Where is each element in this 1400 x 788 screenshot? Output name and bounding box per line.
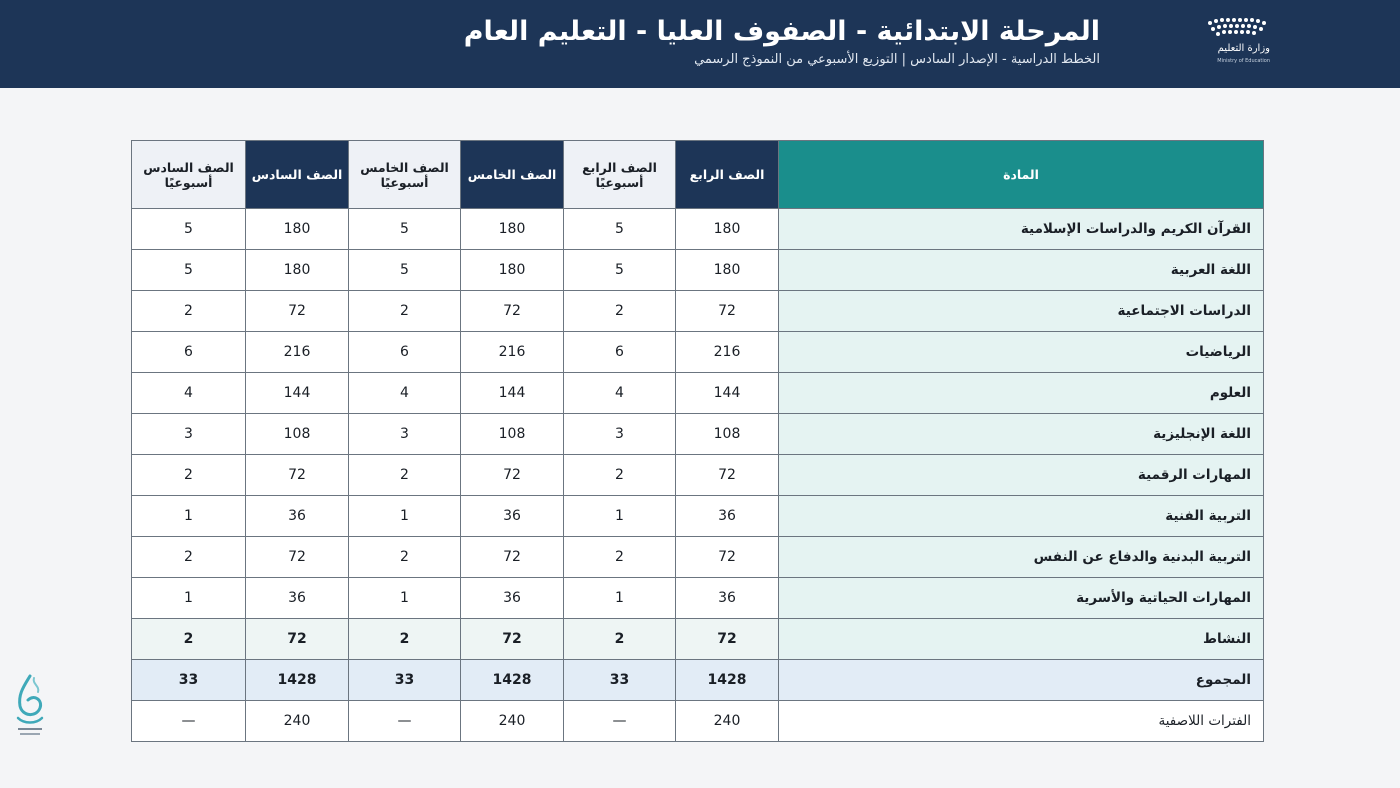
value-cell: 2 — [564, 291, 676, 332]
subject-cell: اللغة الإنجليزية — [779, 414, 1264, 455]
value-cell: 1428 — [676, 660, 779, 701]
page-subtitle: الخطط الدراسية - الإصدار السادس | التوزيع الأسبوعي من النموذج الرسمي — [694, 52, 1100, 67]
value-cell: 36 — [246, 496, 349, 537]
column-header-grade4: الصف الرابع — [676, 141, 779, 209]
subject-cell: القرآن الكريم والدراسات الإسلامية — [779, 209, 1264, 250]
value-cell: — — [564, 701, 676, 742]
value-cell: 72 — [676, 537, 779, 578]
value-cell: 2 — [349, 291, 461, 332]
value-cell: 216 — [461, 332, 564, 373]
value-cell: 72 — [676, 291, 779, 332]
column-header-grade6-weekly: الصف السادس أسبوعيًا — [132, 141, 246, 209]
value-cell: 33 — [132, 660, 246, 701]
value-cell: 1 — [564, 578, 676, 619]
value-cell: 5 — [349, 250, 461, 291]
value-cell: 72 — [676, 619, 779, 660]
value-cell: 72 — [461, 619, 564, 660]
value-cell: 5 — [564, 250, 676, 291]
value-cell: 72 — [461, 291, 564, 332]
value-cell: 6 — [349, 332, 461, 373]
value-cell: 144 — [246, 373, 349, 414]
value-cell: 240 — [461, 701, 564, 742]
value-cell: 72 — [461, 537, 564, 578]
table-row — [132, 291, 1264, 332]
value-cell: 180 — [246, 209, 349, 250]
subject-cell: الرياضيات — [779, 332, 1264, 373]
vision-logo-icon — [10, 672, 50, 742]
value-cell: 1 — [132, 578, 246, 619]
value-cell: 36 — [461, 496, 564, 537]
table-row — [132, 578, 1264, 619]
value-cell: 2 — [349, 455, 461, 496]
subject-cell: النشاط — [779, 619, 1264, 660]
subject-cell: المهارات الرقمية — [779, 455, 1264, 496]
study-plan-table-container — [131, 140, 1263, 742]
value-cell: 72 — [246, 455, 349, 496]
value-cell: — — [132, 701, 246, 742]
column-header-grade4-weekly: الصف الرابع أسبوعيًا — [564, 141, 676, 209]
value-cell: — — [349, 701, 461, 742]
value-cell: 36 — [676, 496, 779, 537]
table-row — [132, 455, 1264, 496]
value-cell: 4 — [564, 373, 676, 414]
value-cell: 2 — [132, 291, 246, 332]
value-cell: 72 — [246, 537, 349, 578]
subject-cell: المجموع — [779, 660, 1264, 701]
value-cell: 72 — [676, 455, 779, 496]
table-row — [132, 619, 1264, 660]
subject-cell: اللغة العربية — [779, 250, 1264, 291]
table-header-row — [132, 141, 1264, 209]
value-cell: 2 — [349, 619, 461, 660]
value-cell: 6 — [132, 332, 246, 373]
value-cell: 2 — [564, 619, 676, 660]
value-cell: 108 — [676, 414, 779, 455]
value-cell: 144 — [676, 373, 779, 414]
value-cell: 36 — [246, 578, 349, 619]
value-cell: 33 — [349, 660, 461, 701]
value-cell: 4 — [349, 373, 461, 414]
table-row — [132, 414, 1264, 455]
value-cell: 144 — [461, 373, 564, 414]
value-cell: 5 — [132, 250, 246, 291]
table-row — [132, 373, 1264, 414]
ministry-logo-english: Ministry of Education — [1217, 58, 1270, 64]
page-title: المرحلة الابتدائية - الصفوف العليا - التعليم العام — [463, 16, 1100, 47]
value-cell: 240 — [246, 701, 349, 742]
value-cell: 1 — [349, 496, 461, 537]
subject-cell: التربية البدنية والدفاع عن النفس — [779, 537, 1264, 578]
table-row — [132, 250, 1264, 291]
value-cell: 6 — [564, 332, 676, 373]
value-cell: 180 — [461, 209, 564, 250]
value-cell: 240 — [676, 701, 779, 742]
value-cell: 2 — [564, 537, 676, 578]
value-cell: 216 — [246, 332, 349, 373]
value-cell: 4 — [132, 373, 246, 414]
column-header-grade5-weekly: الصف الخامس أسبوعيًا — [349, 141, 461, 209]
subject-cell: الدراسات الاجتماعية — [779, 291, 1264, 332]
value-cell: 72 — [246, 291, 349, 332]
table-row — [132, 332, 1264, 373]
value-cell: 180 — [676, 250, 779, 291]
value-cell: 1 — [132, 496, 246, 537]
study-plan-table — [131, 140, 1264, 742]
value-cell: 1 — [349, 578, 461, 619]
value-cell: 180 — [461, 250, 564, 291]
table-row — [132, 496, 1264, 537]
value-cell: 2 — [132, 537, 246, 578]
value-cell: 2 — [132, 455, 246, 496]
value-cell: 108 — [246, 414, 349, 455]
value-cell: 33 — [564, 660, 676, 701]
value-cell: 72 — [246, 619, 349, 660]
value-cell: 1 — [564, 496, 676, 537]
table-row — [132, 660, 1264, 701]
ministry-logo-icon — [1206, 18, 1270, 40]
value-cell: 36 — [461, 578, 564, 619]
table-row — [132, 701, 1264, 742]
value-cell: 2 — [132, 619, 246, 660]
value-cell: 180 — [246, 250, 349, 291]
table-row — [132, 537, 1264, 578]
value-cell: 72 — [461, 455, 564, 496]
value-cell: 3 — [564, 414, 676, 455]
subject-cell: الفترات اللاصفية — [779, 701, 1264, 742]
subject-cell: العلوم — [779, 373, 1264, 414]
value-cell: 180 — [676, 209, 779, 250]
column-header-grade5: الصف الخامس — [461, 141, 564, 209]
ministry-logo — [1204, 16, 1274, 70]
value-cell: 3 — [349, 414, 461, 455]
page-header — [0, 0, 1400, 88]
value-cell: 2 — [349, 537, 461, 578]
value-cell: 216 — [676, 332, 779, 373]
table-row — [132, 209, 1264, 250]
subject-cell: المهارات الحياتية والأسرية — [779, 578, 1264, 619]
value-cell: 5 — [564, 209, 676, 250]
column-header-subject: المادة — [779, 141, 1264, 209]
value-cell: 2 — [564, 455, 676, 496]
value-cell: 1428 — [461, 660, 564, 701]
value-cell: 108 — [461, 414, 564, 455]
subject-cell: التربية الفنية — [779, 496, 1264, 537]
value-cell: 1428 — [246, 660, 349, 701]
value-cell: 3 — [132, 414, 246, 455]
value-cell: 36 — [676, 578, 779, 619]
column-header-grade6: الصف السادس — [246, 141, 349, 209]
ministry-logo-arabic: وزارة التعليم — [1217, 43, 1270, 54]
value-cell: 5 — [349, 209, 461, 250]
value-cell: 5 — [132, 209, 246, 250]
